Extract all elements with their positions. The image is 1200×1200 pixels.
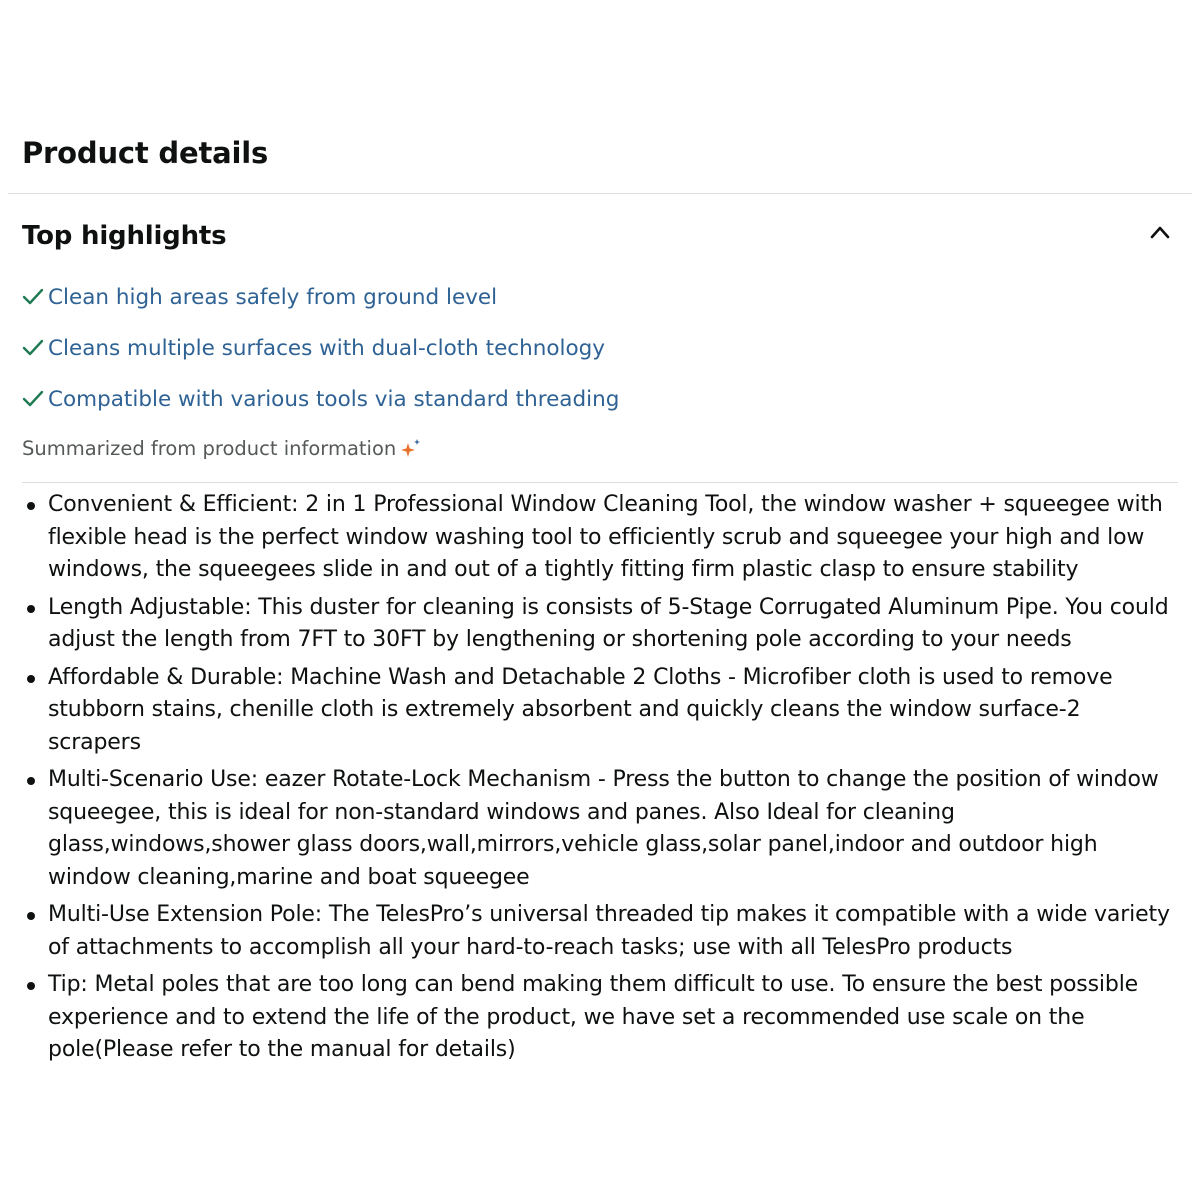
highlight-item (22, 382, 619, 433)
feature-bullet-text: Multi-Use Extension Pole: The TelesPro’s universal threaded tip makes it compatible with a wide variety of attachments to accomplish all your hard-to-reach tasks; use with all TelesPro products (48, 902, 1170, 960)
summary-text: Summarized from product information (22, 437, 397, 460)
highlights-list (22, 280, 619, 433)
bullet-dot (27, 982, 35, 990)
chevron-up-icon[interactable] (1148, 222, 1172, 242)
feature-bullets (0, 489, 1190, 1072)
bullet-dot (27, 502, 35, 510)
highlight-text: Cleans multiple surfaces with dual-cloth technology (48, 336, 606, 361)
bullet-dot (27, 777, 35, 785)
check-icon (22, 338, 44, 358)
feature-bullet-text: Affordable & Durable: Machine Wash and Detachable 2 Cloths - Microfiber cloth is used to remove stubborn stains, chenille cloth is extremely absorbent and quickly cleans the window surface-2 scrapers (48, 664, 1113, 755)
feature-bullet (0, 592, 1190, 657)
summary-divider (22, 482, 1178, 483)
highlight-item (22, 331, 619, 382)
sparkle-icon (400, 437, 422, 459)
section-title: Top highlights (22, 221, 227, 251)
top-highlights-header[interactable] (22, 214, 1172, 258)
section-divider (8, 193, 1192, 194)
check-icon (22, 389, 44, 409)
bullet-dot (27, 912, 35, 920)
feature-bullet (0, 489, 1190, 587)
page-title: Product details (22, 136, 269, 170)
feature-bullet-text: Length Adjustable: This duster for cleaning is consists of 5-Stage Corrugated Aluminum Pipe. You could adjust the length from 7FT to 30FT by lengthening or shortening pole according to your needs (48, 594, 1169, 652)
check-icon (22, 287, 44, 307)
feature-bullet-text: Tip: Metal poles that are too long can bend making them difficult to use. To ensure the best possible experience and to extend the life of the product, we have set a recommended use scale on the pole(Please refer to the manual for details) (48, 972, 1139, 1062)
highlight-text: Clean high areas safely from ground level (48, 285, 498, 310)
feature-bullet-text: Convenient & Efficient: 2 in 1 Professional Window Cleaning Tool, the window washer + squeegee with flexible head is the perfect window washing tool to efficiently scrub and squeegee your high and low windows, the squeegees slide in and out of a tightly fitting firm plastic clasp to ensure stability (48, 492, 1163, 582)
ai-summary-note (22, 433, 422, 465)
feature-bullet-text: Multi-Scenario Use: eazer Rotate-Lock Mechanism - Press the button to change the position of window squeegee, this is ideal for non-standard windows and panes. Also Ideal for cleaning glass,windows,shower glass doors,wall,mirrors,vehicle glass,solar panel,indoor and outdoor high window cleaning,marine and boat squeegee (48, 767, 1159, 890)
bullet-dot (27, 605, 35, 613)
feature-bullet (0, 969, 1190, 1067)
bullet-dot (27, 675, 35, 683)
feature-bullet (0, 899, 1190, 964)
feature-bullet (0, 662, 1190, 760)
feature-bullet (0, 764, 1190, 894)
highlight-item (22, 280, 619, 331)
highlight-text: Compatible with various tools via standard threading (48, 387, 620, 412)
